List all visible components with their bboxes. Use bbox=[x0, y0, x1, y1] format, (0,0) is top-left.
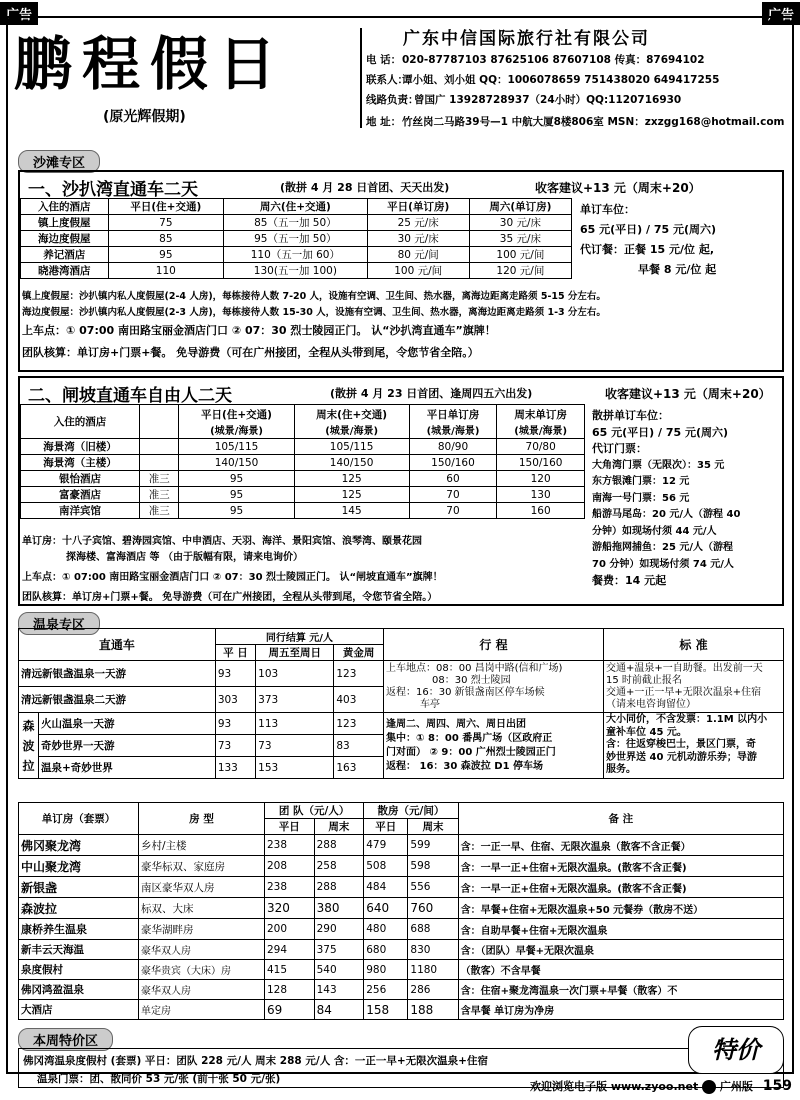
table-row: 奇妙世界一天游 73 73 83 bbox=[19, 735, 784, 757]
table-row: 银怡酒店 准三 95 125 60 120 bbox=[21, 471, 585, 487]
table-row: 清远新银盏温泉二天游 303 373 403 bbox=[19, 687, 784, 713]
contact-line: 联系人：谭小姐、刘小姐 QQ：1006078659 751438020 649417255 bbox=[366, 74, 720, 86]
s1-note2: 海边度假屋：沙扒镇内私人度假屋(2-3 人房)，每栋接待人数 15-30 人，设施有空调、卫生间、热水器，离海边距离走路须 1-3 分左右。 bbox=[22, 307, 606, 318]
beach-section-title: 沙滩专区 bbox=[18, 150, 100, 173]
s2-accounting: 团队核算：单订房+门票+餐。 免导游费（可在广州接团，全程从头带到尾，令您节省全陪。） bbox=[22, 592, 438, 603]
table-row: 大酒店 单定房 69 84 158 188 含早餐 单订房为净房 bbox=[19, 1000, 784, 1020]
shapawan-box bbox=[18, 170, 784, 372]
hotspring-section-title: 温泉专区 bbox=[18, 612, 100, 635]
hotspring-table: 直通车 同行结算 元/人 行 程 标 准 平 日 周五至周日 黄金周 清远新银盏温泉一天游 93 103 123 上车地点：08：00 昌岗中路(信和广场) 08：30 烈士陵园 返程：16：30 新银盏南区停车场候 车亭 交通+温泉+一自助餐。出发前一天 15 时前截止报名 交通+一正一早+无限次温泉+住宿 （请来电咨询留位） 清远新银盏温泉二天游 303 373 403 森 波 拉 火山温泉一天游 93 113 123 逢周二、周四、周六、周日出团 集中：① 8：00 番禺广场（区政府正 门对面） ② 9：00 广州烈士陵园正门 返程： 16：30 森波拉 D1 停车场 大小同价，不含发票：1.1M 以内小 童补车位 45 元。 含：往返穿梭巴士，景区门票，奇 妙世界送 40 元机动游乐券；导游 服务。 奇妙世界一天游 73 73 83 温泉+奇妙世界 133 153 163 bbox=[18, 628, 784, 779]
room-table: 单订房（套票） 房 型 团 队（元/人） 散房（元/间） 备 注 平日 周末 平日 周末 佛冈聚龙湾 乡村/主楼 238 288 479 599 含：一正一早、住宿、无限次温泉（散客不含正餐） 中山聚龙湾 豪华标双、家庭房 208 258 508 598 含：一早一正+住宿+无限次温泉。(散客不含正餐) 新银盏 南区豪华双人房 238 288 484 556 含：一早一正+住宿+无限次温泉。(散客不含正餐) 森波拉 标双、大床 320 380 640 760 含：早餐+住宿+无限次温泉+50 元餐券（散房不送） 康桥养生温泉 豪华湖畔房 200 290 480 688 含：自助早餐+住宿+无限次温泉 新丰云天海温 豪华双人房 294 375 680 830 含：（团队）早餐+无限次温泉 泉度假村 豪华贵宾（大床）房 415 540 980 1180 （散客）不含早餐 佛冈鸿盈温泉 豪华双人房 128 143 256 286 含：住宿+聚龙湾温泉一次门票+早餐（散客）不 大酒店 单定房 69 84 158 188 含早餐 单订房为净房 bbox=[18, 802, 784, 1020]
table-row: 康桥养生温泉 豪华湖畔房 200 290 480 688 含：自助早餐+住宿+无限次温泉 bbox=[19, 919, 784, 940]
zhapo-box bbox=[18, 376, 784, 606]
table-row: 镇上度假屋 75 85（五一加 50） 25 元/床 30 元/床 bbox=[21, 215, 572, 231]
s1-side: 单订车位： 65 元(平日) / 75 元(周六) 代订餐：正餐 15 元/位 起, 早餐 8 元/位 起 bbox=[580, 203, 717, 276]
table-row: 中山聚龙湾 豪华标双、家庭房 208 258 508 598 含：一早一正+住宿+无限次温泉。(散客不含正餐) bbox=[19, 856, 784, 877]
ad-label-left: 广告 bbox=[0, 2, 38, 25]
s2-note2: 探海楼、富海酒店 等 （由于版幅有限，请来电询价） bbox=[66, 552, 303, 563]
special-badge: 特价 bbox=[688, 1026, 784, 1074]
ad-label-right: 广告 bbox=[762, 2, 800, 25]
s2-note: (散拼 4 月 23 日首团、逢周四五六出发) bbox=[330, 387, 533, 400]
globe-icon bbox=[702, 1080, 716, 1094]
table-row: 晓港湾酒店 110 130(五一加 100) 100 元/间 120 元/间 bbox=[21, 263, 572, 279]
table-row: 泉度假村 豪华贵宾（大床）房 415 540 980 1180 （散客）不含早餐 bbox=[19, 960, 784, 980]
footer: 欢迎浏览电子版 www.zyoo.net 广州版 159 bbox=[530, 1078, 792, 1094]
address-line: 地 址：竹丝岗二马路39号—1 中航大厦8楼806室 MSN：zxzgg168@hotmail.com bbox=[366, 116, 785, 128]
logo-subtitle: (原光辉假期) bbox=[103, 109, 186, 125]
s1-note: (散拼 4 月 28 日首团、天天出发) bbox=[280, 181, 450, 194]
advert-page bbox=[6, 16, 794, 1085]
header bbox=[8, 18, 792, 134]
divider bbox=[360, 28, 362, 128]
special-line2: 温泉门票：团、散同价 53 元/张 (前十张 50 元/张) bbox=[37, 1073, 281, 1085]
table-row: 养记酒店 95 110（五一加 60） 80 元/间 100 元/间 bbox=[21, 247, 572, 263]
s1-note1: 镇上度假屋：沙扒镇内私人度假屋(2-4 人房)，每栋接待人数 7-20 人，设施有空调、卫生间、热水器，离海边距离走路须 5-15 分左右。 bbox=[22, 291, 606, 302]
table-row: 新丰云天海温 豪华双人房 294 375 680 830 含：（团队）早餐+无限次温泉 bbox=[19, 940, 784, 960]
s2-title: 二、闸坡直通车自由人二天 bbox=[28, 386, 232, 406]
s2-pickup: 上车点：① 07:00 南田路宝丽金酒店门口 ② 07：30 烈士陵园正门。 认“闸坡直通车”旗牌！ bbox=[22, 572, 443, 583]
table-row: 海边度假屋 85 95（五一加 50） 30 元/床 35 元/床 bbox=[21, 231, 572, 247]
table-row: 佛冈鸿盈温泉 豪华双人房 128 143 256 286 含：住宿+聚龙湾温泉一次门票+早餐（散客）不 bbox=[19, 980, 784, 1000]
s1-pickup: 上车点：① 07:00 南田路宝丽金酒店门口 ② 07：30 烈士陵园正门。 认“沙扒湾直通车”旗牌！ bbox=[22, 324, 496, 337]
table-row: 佛冈聚龙湾 乡村/主楼 238 288 479 599 含：一正一早、住宿、无限次温泉（散客不含正餐） bbox=[19, 835, 784, 856]
special-section-title: 本周特价区 bbox=[18, 1028, 113, 1051]
special-line1: 佛冈湾温泉度假村 (套票) 平日：团队 228 元/人 周末 288 元/人 含：一正一早+无限次温泉+住宿 bbox=[23, 1055, 488, 1067]
table-row: 森波拉 标双、大床 320 380 640 760 含：早餐+住宿+无限次温泉+50 元餐券（散房不送） bbox=[19, 898, 784, 919]
s2-note1: 单订房：十八子宾馆、碧涛园宾馆、中申酒店、天羽、海洋、景阳宾馆、浪琴湾、颐景花园 bbox=[22, 536, 422, 547]
s1-title: 一、沙扒湾直通车二天 bbox=[28, 180, 198, 200]
s1-table: 入住的酒店 平日(住+交通) 周六(住+交通) 平日(单订房) 周六(单订房) 镇上度假屋 75 85（五一加 50） 25 元/床 30 元/床 海边度假屋 85 95（五一加 50） 30 元/床 35 元/床 养记酒店 95 110（五一加 60） 80 元/间 100 元/间 晓港湾酒店 110 130(五一加 100) 100 元/间 120 元/间 bbox=[20, 198, 572, 279]
s2-side: 散拼单订车位： 65 元(平日) / 75 元(周六) 代订门票： 大角湾门票（无限次）：35 元 东方银滩门票：12 元 南海一号门票：56 元 船游马尾岛：20 元/人（游程 40 分钟）如现场付须 44 元/人 游船拖网捕鱼：25 元/人（游程 70 分钟）如现场付须 74 元/人 餐费：14 元起 bbox=[592, 409, 741, 587]
table-row: 富豪酒店 准三 95 125 70 130 bbox=[21, 487, 585, 503]
s2-suggest: 收客建议+13 元（周末+20） bbox=[605, 387, 771, 401]
s1-accounting: 团队核算：单订房+门票+餐。 免导游费（可在广州接团，全程从头带到尾，令您节省全陪。） bbox=[22, 346, 479, 359]
table-row: 温泉+奇妙世界 133 153 163 bbox=[19, 757, 784, 779]
s2-table: 入住的酒店 平日(住+交通) (城景/海景) 周末(住+交通) (城景/海景) 平日单订房 (城景/海景) 周末单订房 (城景/海景) 海景湾（旧楼） 105/115 105/115 80/90 70/80 海景湾（主楼） 140/150 140/150 150/160 150/160 银怡酒店 准三 95 125 60 120 富豪酒店 准三 95 125 70 130 南洋宾馆 准三 95 145 70 160 bbox=[20, 404, 585, 519]
line-manager: 线路负责：曾国广 13928728937（24小时）QQ:1120716930 bbox=[366, 94, 682, 106]
table-row: 新银盏 南区豪华双人房 238 288 484 556 含：一早一正+住宿+无限次温泉。(散客不含正餐) bbox=[19, 877, 784, 898]
table-row: 清远新银盏温泉一天游 93 103 123 上车地点：08：00 昌岗中路(信和广场) 08：30 烈士陵园 返程：16：30 新银盏南区停车场候 车亭 交通+温泉+一自助餐。出发前一天 15 时前截止报名 交通+一正一早+无限次温泉+住宿 （请来电咨询留位） bbox=[19, 661, 784, 687]
table-row: 森 波 拉 火山温泉一天游 93 113 123 逢周二、周四、周六、周日出团 集中：① 8：00 番禺广场（区政府正 门对面） ② 9：00 广州烈士陵园正门 返程： 16：30 森波拉 D1 停车场 大小同价，不含发票：1.1M 以内小 童补车位 45 元。 含：往返穿梭巴士，景区门票，奇 妙世界送 40 元机动游乐券；导游 服务。 bbox=[19, 713, 784, 735]
logo: 鹏程假日 bbox=[14, 30, 287, 98]
table-row: 海景湾（旧楼） 105/115 105/115 80/90 70/80 bbox=[21, 439, 585, 455]
company-name: 广东中信国际旅行社有限公司 bbox=[403, 29, 650, 49]
phone-line: 电 话：020-87787103 87625106 87607108 传真：87694102 bbox=[366, 54, 705, 66]
s1-suggest: 收客建议+13 元（周末+20） bbox=[535, 181, 701, 195]
table-row: 海景湾（主楼） 140/150 140/150 150/160 150/160 bbox=[21, 455, 585, 471]
page-number: 159 bbox=[762, 1078, 792, 1094]
table-row: 南洋宾馆 准三 95 145 70 160 bbox=[21, 503, 585, 519]
